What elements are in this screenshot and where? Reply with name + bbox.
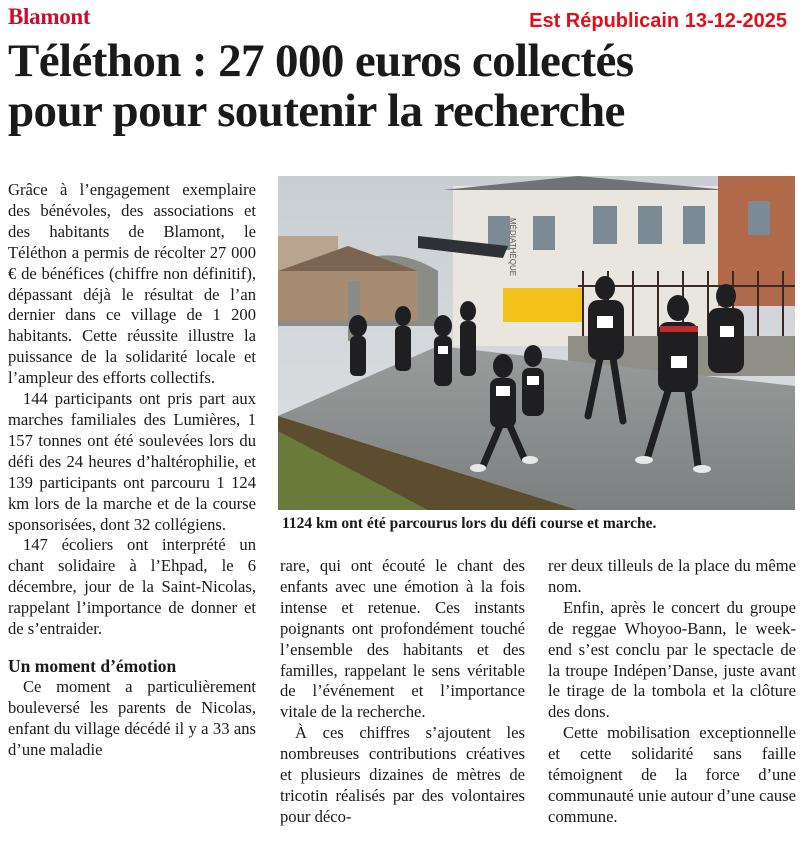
paragraph: Cette mobilisation exceptionnelle et cette solidarité sans faille témoignent de la force d’une communauté unie autour d’une cause commune. bbox=[548, 723, 796, 826]
paragraph: 144 participants ont pris part aux marches familiales des Lumières, 1 157 tonnes ont été soulevées lors du défi des 24 heures d’haltérophilie, et 139 participants ont parcouru 1 124 km lors de la marche et de la course sponsorisées, dont 32 collégiens. bbox=[8, 389, 256, 534]
article-column-3 bbox=[548, 556, 796, 828]
paragraph: Grâce à l’engagement exemplaire des bénévoles, des associations et des habitants de Blamont, le Téléthon a permis de récolter 27 000 € de bénéfices (chiffre non définitif), dépassant déjà le résultat de l’an dernier dans ce village de 1 200 habitants. Cette réussite illustre la puissance de la solidarité locale et l’ampleur des efforts collectifs. bbox=[8, 180, 256, 388]
photo-illustration bbox=[278, 176, 795, 510]
headline-line-1: Téléthon : 27 000 euros collectés bbox=[8, 35, 634, 87]
article-column-1 bbox=[8, 180, 256, 761]
subheading: Un moment d’émotion bbox=[8, 655, 177, 676]
headline-line-2: pour pour soutenir la recherche bbox=[8, 85, 625, 137]
building-sign: MÉDIATHÈQUE bbox=[508, 218, 517, 277]
article-column-2 bbox=[280, 556, 525, 828]
paragraph: rare, qui ont écouté le chant des enfants avec une émotion à la fois intense et retenue. Ces instants poignants ont profondément touché l’ensemble des habitants et des familles, rappelant le sens véritable de l’événement et l’importance vitale de la recherche. bbox=[280, 556, 525, 722]
headline bbox=[8, 36, 798, 136]
paragraph: Enfin, après le concert du groupe de reggae Whoyoo-Bann, le week-end s’est conclu par le spectacle de la troupe Indépen’Danse, juste avant le tirage de la tombola et la clôture des dons. bbox=[548, 597, 796, 722]
paragraph: À ces chiffres s’ajoutent les nombreuses contributions créatives et plusieurs dizaines de mètres de tricotin réalisés par des volontaires pour déco- bbox=[280, 723, 525, 826]
paragraph: 147 écoliers ont interprété un chant solidaire à l’Ehpad, le 6 décembre, jour de la Saint-Nicolas, rappelant l’importance de donner et de s’entraider. bbox=[8, 535, 256, 639]
paragraph: Ce moment a particulièrement bouleversé les parents de Nicolas, enfant du village décédé il y a 33 ans d’une maladie bbox=[8, 676, 256, 759]
source-stamp: Est Républicain 13-12-2025 bbox=[529, 10, 787, 32]
photo-caption: 1124 km ont été parcourus lors du défi course et marche. bbox=[282, 515, 657, 532]
section-label: Blamont bbox=[8, 4, 91, 29]
paragraph: rer deux tilleuls de la place du même nom. bbox=[548, 556, 796, 596]
article-photo bbox=[278, 176, 795, 510]
